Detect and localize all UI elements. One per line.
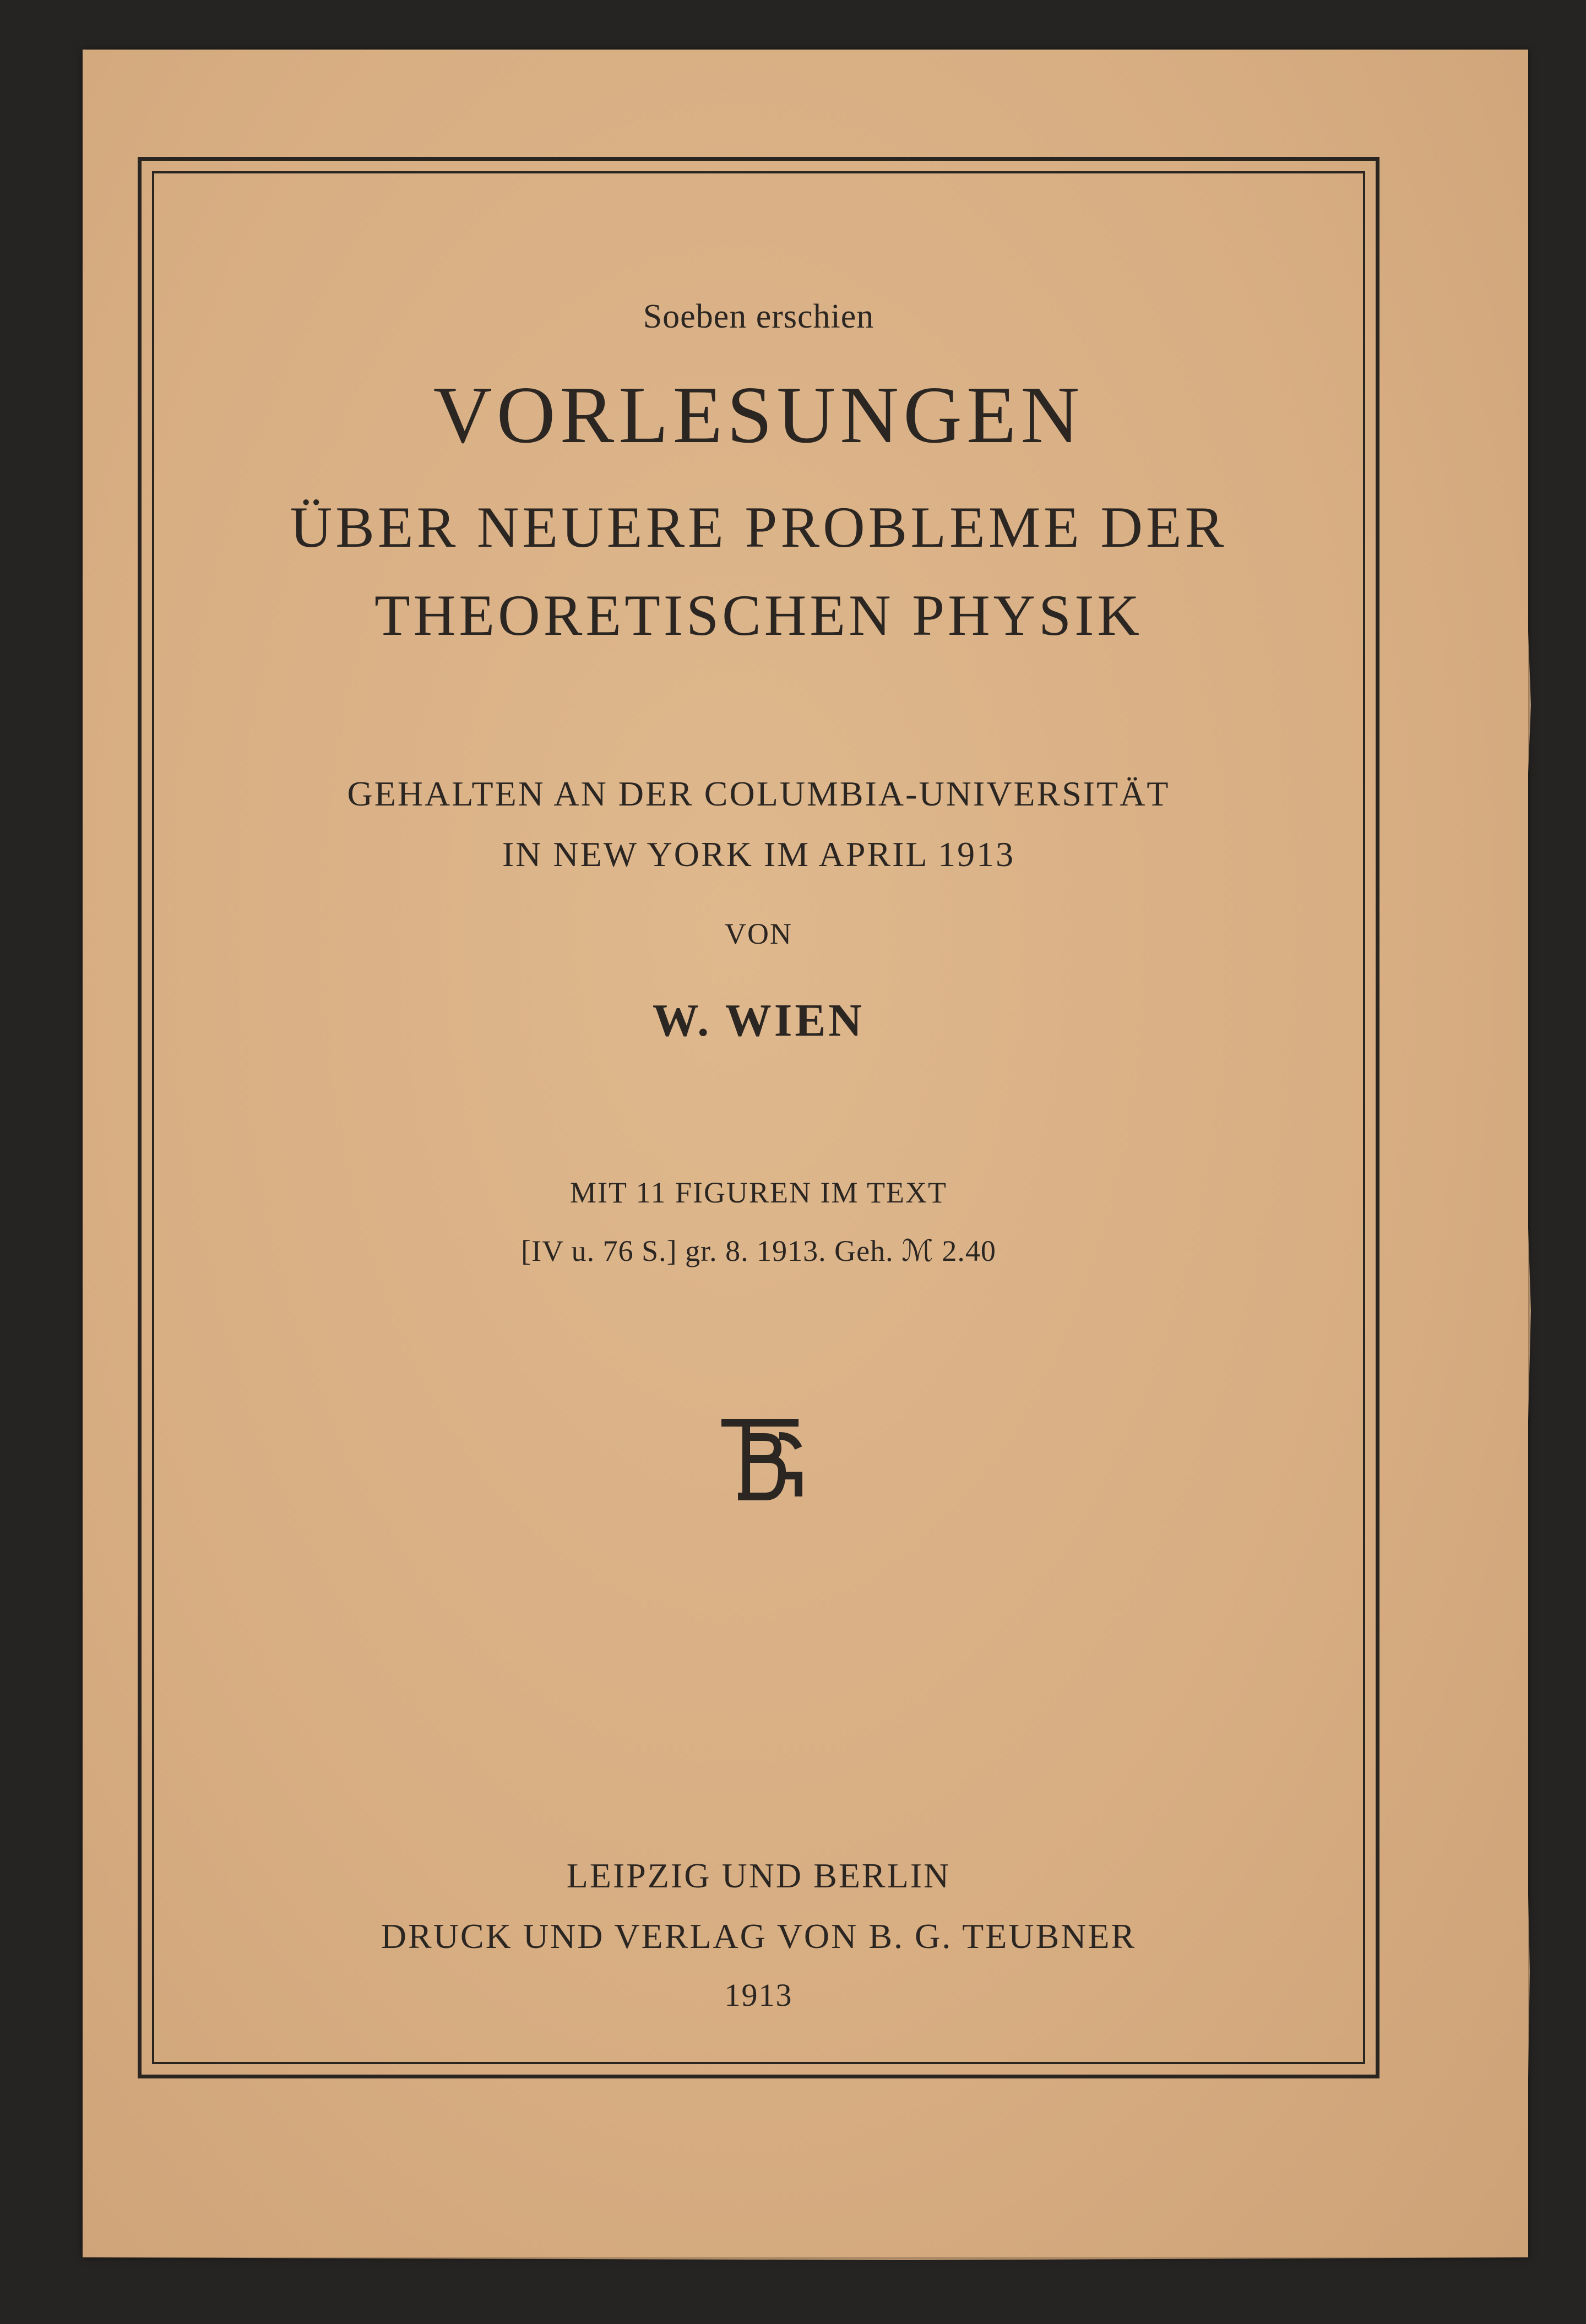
title-line-2: ÜBER NEUERE PROBLEME DER bbox=[290, 495, 1227, 559]
publisher-name: DRUCK UND VERLAG VON B. G. TEUBNER bbox=[381, 1917, 1137, 1956]
publication-year: 1913 bbox=[724, 1977, 793, 2013]
announcement-text: Soeben erschien bbox=[643, 298, 875, 335]
byline-von: VON bbox=[725, 917, 792, 950]
title-line-3: THEORETISCHEN PHYSIK bbox=[374, 583, 1143, 647]
bibliographic-details: [IV u. 76 S.] gr. 8. 1913. Geh. ℳ 2.40 bbox=[521, 1234, 996, 1267]
teubner-monogram-icon bbox=[716, 1415, 804, 1503]
author-name: W. WIEN bbox=[652, 995, 865, 1046]
title-line-1: VORLESUNGEN bbox=[433, 370, 1084, 460]
publisher-place: LEIPZIG UND BERLIN bbox=[566, 1856, 951, 1895]
figures-note: MIT 11 FIGUREN IM TEXT bbox=[570, 1176, 947, 1209]
subtitle-line-2: IN NEW YORK IM APRIL 1913 bbox=[502, 835, 1015, 874]
subtitle-line-1: GEHALTEN AN DER COLUMBIA-UNIVERSITÄT bbox=[347, 774, 1170, 813]
